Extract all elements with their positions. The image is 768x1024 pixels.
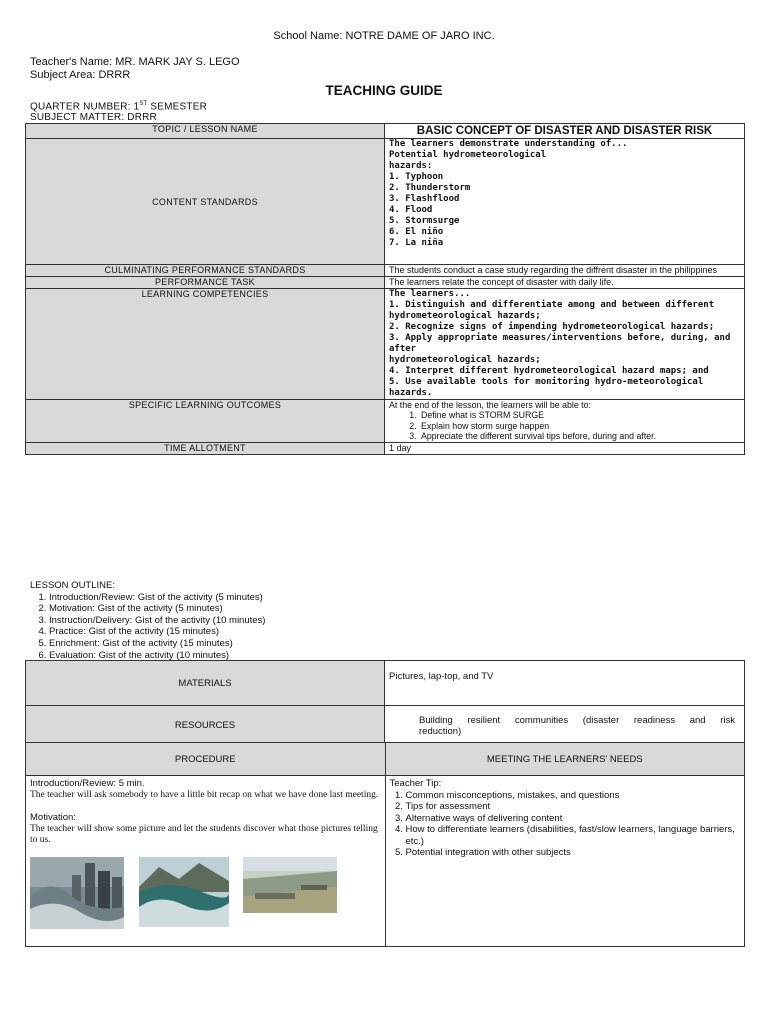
list-item: 1. Introduction/Review: Gist of the activity (5 minutes) [49, 592, 265, 604]
teacher-info [30, 56, 240, 82]
resources-value [385, 706, 745, 745]
table-row [26, 139, 745, 265]
content-standards-label: CONTENT STANDARDS [26, 139, 385, 265]
resources-label: RESOURCES [26, 706, 385, 745]
motivation-title: Motivation: [30, 812, 76, 823]
outline-title: LESSON OUTLINE: [30, 580, 115, 591]
outline-list [30, 592, 265, 662]
competency-line: 2. Recognize signs of impending hydrometeorological hazards; [389, 322, 715, 332]
competency-line: 5. Use available tools for monitoring hydro-meteorological hazards. [389, 377, 704, 398]
competencies-label: LEARNING COMPETENCIES [26, 289, 385, 400]
competency-line: hydrometeorological hazards; [389, 355, 541, 365]
resources-line: Building resilient communities (disaster readiness and risk [419, 715, 735, 726]
time-allotment-value: 1 day [385, 442, 745, 454]
list-item: 2. Motivation: Gist of the activity (5 minutes) [49, 603, 265, 615]
page-title: TEACHING GUIDE [325, 83, 443, 98]
table-row [26, 743, 745, 776]
big-wave-image [139, 857, 229, 927]
content-line: 1. Typhoon [389, 172, 444, 182]
culminating-label: CULMINATING PERFORMANCE STANDARDS [26, 265, 385, 277]
competency-line: 4. Interpret different hydrometeorological hazard maps; and [389, 366, 709, 376]
flooded-area-image [243, 857, 337, 913]
teaching-guide-table [25, 123, 745, 455]
outcomes-list [389, 410, 740, 441]
motivation-text: The teacher will show some picture and let the students discover what those pictures telling to us. [30, 823, 378, 845]
subject-area: Subject Area: DRRR [30, 69, 131, 81]
resources-line: reduction) [419, 726, 462, 737]
table-row [26, 400, 745, 443]
tips-list [390, 790, 741, 859]
content-line: 4. Flood [389, 205, 433, 215]
materials-label: MATERIALS [26, 661, 385, 706]
outcomes-label: SPECIFIC LEARNING OUTCOMES [26, 400, 385, 443]
list-item: 1. Common misconceptions, mistakes, and questions [406, 790, 741, 802]
time-allotment-label: TIME ALLOTMENT [26, 442, 385, 454]
list-item: 3. Instruction/Delivery: Gist of the activity (10 minutes) [49, 615, 265, 627]
list-item: 4. Practice: Gist of the activity (15 minutes) [49, 626, 265, 638]
competencies-value [385, 289, 745, 400]
table-row [26, 265, 745, 277]
materials-value: Pictures, lap-top, and TV [385, 661, 745, 706]
table-row [26, 277, 745, 289]
learners-needs-body [385, 776, 745, 947]
competency-line: hydrometeorological hazards; [389, 311, 541, 321]
culminating-value: The students conduct a case study regarding the diffrent disaster in the philippines [385, 265, 745, 277]
content-line: 3. Flashflood [389, 194, 460, 204]
outcomes-intro: At the end of the lesson, the learners will be able to: [389, 400, 591, 410]
topic-label: TOPIC / LESSON NAME [26, 124, 385, 139]
table-row [26, 124, 745, 139]
content-line: Potential hydrometeorological [389, 150, 547, 160]
content-line: hazards: [389, 161, 433, 171]
motivation-pictures [30, 857, 381, 929]
content-standards-value [385, 139, 745, 265]
procedure-header: PROCEDURE [26, 743, 386, 776]
list-item: 2. Tips for assessment [406, 801, 741, 813]
outcomes-value [385, 400, 745, 443]
quarter-info [30, 99, 207, 123]
table-row [26, 661, 745, 706]
city-tsunami-image [30, 857, 124, 929]
materials-table [25, 660, 745, 745]
procedure-body [26, 776, 386, 947]
content-line: 6. El niño [389, 227, 444, 237]
learners-needs-header: MEETING THE LEARNERS' NEEDS [385, 743, 745, 776]
performance-task-value: The learners relate the concept of disaster with daily life. [385, 277, 745, 289]
list-item: 3. Appreciate the different survival tips before, during and after. [419, 431, 740, 441]
lesson-outline [30, 580, 265, 661]
intro-title: Introduction/Review: 5 min. [30, 778, 145, 789]
intro-text: The teacher will ask somebody to have a little bit recap on what we have done last meeting. [30, 789, 379, 800]
list-item: 5. Potential integration with other subjects [406, 847, 741, 859]
content-line: 2. Thunderstorm [389, 183, 471, 193]
procedure-table [25, 742, 745, 947]
content-line: The learners demonstrate understanding of... [389, 139, 628, 149]
content-line: 5. Stormsurge [389, 216, 460, 226]
list-item: 1. Define what is STORM SURGE [419, 410, 740, 420]
list-item: 5. Enrichment: Gist of the activity (15 minutes) [49, 638, 265, 650]
list-item: 2. Explain how storm surge happen [419, 421, 740, 431]
teacher-tip-title: Teacher Tip: [389, 778, 442, 789]
list-item: 3. Alternative ways of delivering content [406, 813, 741, 825]
list-item: 6. Evaluation: Gist of the activity (10 minutes) [49, 650, 265, 662]
competency-line: 1. Distinguish and differentiate among and between different [389, 300, 715, 310]
subject-matter: SUBJECT MATTER: DRRR [30, 112, 157, 124]
table-row [26, 442, 745, 454]
competency-line: 3. Apply appropriate measures/interventions before, during, and after [389, 333, 731, 354]
list-item: 4. How to differentiate learners (disabilities, fast/slow learners, language barriers, etc.) [406, 824, 741, 847]
table-row [26, 289, 745, 400]
performance-task-label: PERFORMANCE TASK [26, 277, 385, 289]
topic-value: BASIC CONCEPT OF DISASTER AND DISASTER RISK [385, 124, 745, 139]
school-name: School Name: NOTRE DAME OF JARO INC. [273, 30, 495, 42]
table-row [26, 706, 745, 745]
table-row [26, 776, 745, 947]
quarter-number: QUARTER NUMBER: 1ST SEMESTER [30, 101, 208, 113]
teacher-name: Teacher's Name: MR. MARK JAY S. LEGO [30, 56, 240, 68]
content-line: 7. La niña [389, 238, 444, 248]
competency-line: The learners... [389, 289, 471, 299]
